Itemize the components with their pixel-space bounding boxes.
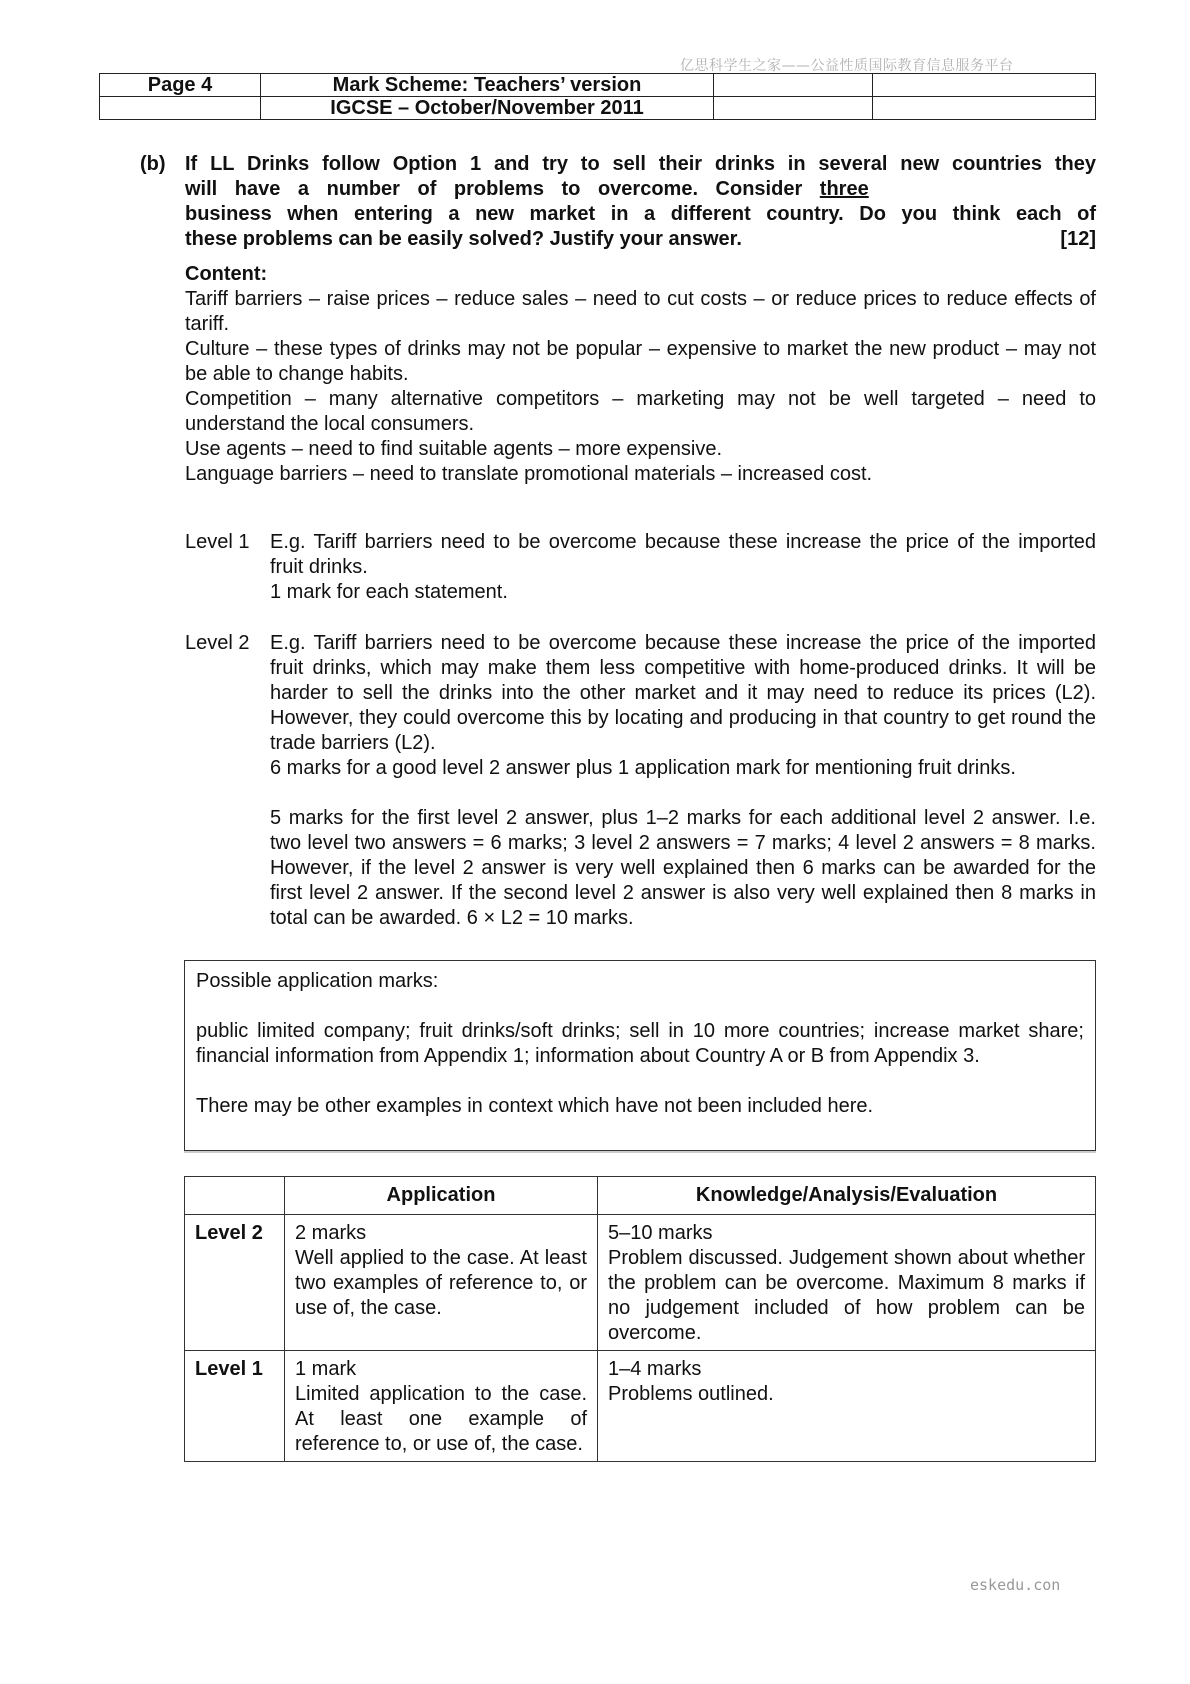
grid-kae-desc: Problem discussed. Judgement shown about whether the problem can be overcome. Maximum 8 marks if no judgement included of how problem can be overcome. — [608, 1247, 1085, 1344]
header-syllabus-cell — [714, 74, 873, 97]
grid-kae-marks: 5–10 marks — [608, 1222, 713, 1244]
grid-header-kae: Knowledge/Analysis/Evaluation — [598, 1177, 1096, 1215]
grid-application-cell — [285, 1215, 598, 1351]
application-heading: Possible application marks: — [196, 970, 439, 992]
header-paper-cell — [873, 74, 1096, 97]
level-text-block — [270, 530, 1096, 605]
header-table — [99, 73, 1096, 120]
grid-kae-cell — [598, 1351, 1096, 1462]
level-note: 1 mark for each statement. — [270, 581, 508, 603]
grid-header-row — [185, 1177, 1096, 1215]
question-line-part: these problems can be easily solved? Justify your answer. — [185, 228, 742, 250]
application-footer: There may be other examples in context which have not been included here. — [196, 1095, 874, 1117]
grid-kae-cell — [598, 1215, 1096, 1351]
grid-application-desc: Well applied to the case. At least two examples of reference to, or use of, the case. — [295, 1247, 587, 1319]
grid-level-label: Level 1 — [185, 1351, 285, 1462]
level-note: 6 marks for a good level 2 answer plus 1 application mark for mentioning fruit drinks. — [270, 757, 1016, 779]
header-page: Page 4 — [100, 74, 261, 97]
application-marks-box — [184, 960, 1096, 1151]
application-marks-content — [196, 969, 1084, 1119]
question-underlined-word: three — [819, 178, 869, 200]
header-title: Mark Scheme: Teachers’ version — [261, 74, 714, 97]
level-text-block — [270, 631, 1096, 931]
grid-header-blank — [185, 1177, 285, 1215]
watermark-top: 亿思科学生之家——公益性质国际教育信息服务平台 — [680, 58, 1014, 74]
grid-application-desc: Limited application to the case. At least one example of reference to, or use of, the case. — [295, 1383, 587, 1455]
content-item: Tariff barriers – raise prices – reduce sales – need to cut costs – or reduce prices to reduce effects of tariff. — [185, 288, 1096, 335]
grid-application-marks: 2 marks — [295, 1222, 367, 1244]
question-line-part: will have a number of problems to overcome. Consider — [185, 178, 803, 200]
content-section — [185, 262, 1096, 487]
header-blank-cell — [100, 97, 261, 120]
level-label: Level 2 — [185, 632, 250, 654]
question-line — [185, 177, 1096, 202]
question-label: (b) — [140, 153, 166, 175]
header-blank-cell — [873, 97, 1096, 120]
grid-application-cell — [285, 1351, 598, 1462]
application-list: public limited company; fruit drinks/soft drinks; sell in 10 more countries; increase market share; financial information from Appendix 1; information about Country A or B from Appendix 3. — [196, 1020, 1084, 1067]
content-heading: Content: — [185, 263, 268, 285]
header-exam: IGCSE – October/November 2011 — [261, 97, 714, 120]
grid-application-marks: 1 mark — [295, 1358, 357, 1380]
question-line — [185, 227, 1096, 252]
question-line: If LL Drinks follow Option 1 and try to sell their drinks in several new countries they — [185, 153, 1096, 175]
grid-header-application: Application — [285, 1177, 598, 1215]
question-text — [185, 152, 1096, 252]
level-text: E.g. Tariff barriers need to be overcome because these increase the price of the imported fruit drinks, which may make them less competitive with home-produced drinks. It will be harder to sell the drinks into the other market and it may need to reduce its prices (L2). However, they could overcome this by locating and producing in that country to get round the trade barriers (L2). — [270, 632, 1096, 754]
content-item: Use agents – need to find suitable agents – more expensive. — [185, 438, 723, 460]
grid-row-level-2 — [185, 1215, 1096, 1351]
question-line: business when entering a new market in a different country. Do you think each of — [185, 203, 1096, 225]
grid-row-level-1 — [185, 1351, 1096, 1462]
level-text: E.g. Tariff barriers need to be overcome because these increase the price of the imported fruit drinks. — [270, 531, 1096, 578]
grid-kae-marks: 1–4 marks — [608, 1358, 702, 1380]
content-item: Culture – these types of drinks may not be popular – expensive to market the new product – may not be able to change habits. — [185, 338, 1096, 385]
question-marks: [12] — [1060, 228, 1096, 250]
level-label: Level 1 — [185, 531, 250, 553]
grid-kae-desc: Problems outlined. — [608, 1383, 774, 1405]
grid-level-label: Level 2 — [185, 1215, 285, 1351]
header-blank-cell — [714, 97, 873, 120]
level-extra: 5 marks for the first level 2 answer, plus 1–2 marks for each additional level 2 answer. I.e. two level two answers = 6 marks; 3 level 2 answers = 7 marks; 4 level 2 answers = 8 marks. However, if the level 2 answer is very well explained then 6 marks can be awarded for the first level 2 answer. If the second level 2 answer is also very well explained then 8 marks in total can be awarded. 6 × L2 = 10 marks. — [270, 807, 1096, 929]
marking-grid — [184, 1176, 1096, 1462]
content-item: Language barriers – need to translate promotional materials – increased cost. — [185, 463, 873, 485]
content-item: Competition – many alternative competitors – marketing may not be well targeted – need to understand the local consumers. — [185, 388, 1096, 435]
watermark-bottom: eskedu.con — [970, 1576, 1061, 1594]
